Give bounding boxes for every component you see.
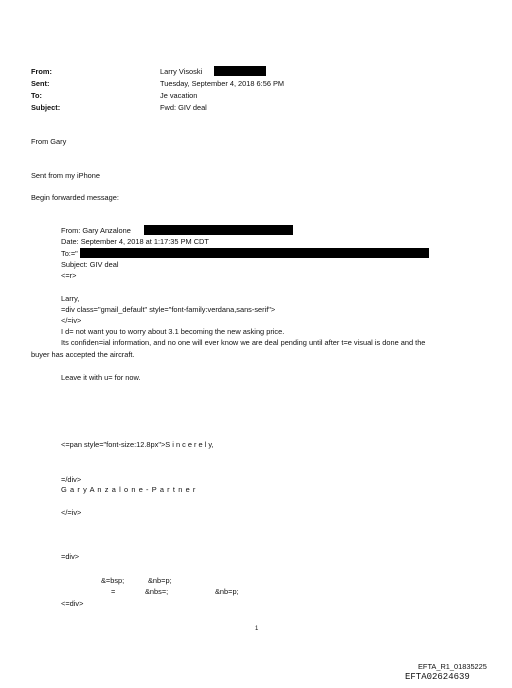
from-label: From:: [31, 67, 52, 76]
redaction-bar: [80, 248, 429, 258]
paragraph-1: I d= not want you to worry about 3.1 becoming the new asking price.: [61, 327, 285, 336]
reference-id-1: EFTA_R1_01835225: [418, 662, 487, 671]
sent-value: Tuesday, September 4, 2018 6:56 PM: [160, 79, 285, 88]
div-open-line-2: =div>: [61, 552, 80, 561]
page-number: 1: [255, 626, 259, 632]
subject-label: Subject:: [31, 103, 61, 112]
nbsp-entity-3: &nbs=;: [145, 587, 169, 596]
div-open-line: =div class="gmail_default" style="font-family:verdana,sans-serif">: [61, 305, 276, 314]
paragraph-2-line-2: buyer has accepted the aircraft.: [31, 350, 135, 359]
forwarded-subject-line: Subject: GIV deal: [61, 260, 119, 269]
nbsp-entity-4: &nb=p;: [215, 587, 239, 596]
redaction-bar: [144, 225, 293, 235]
from-value: Larry Visoski: [160, 67, 203, 76]
forwarded-br-line: <=r>: [61, 271, 77, 280]
div-close-line: </=iv>: [61, 316, 82, 325]
nbsp-entity-2: &nb=p;: [148, 576, 172, 585]
div-close-line-2: </=iv>: [61, 508, 82, 517]
subject-value: Fwd: GIV deal: [160, 103, 207, 112]
greeting: Larry,: [61, 294, 80, 303]
reference-id-2: EFTA02624639: [405, 672, 470, 682]
to-label: To:: [31, 91, 42, 100]
body-line-begin-forwarded: Begin forwarded message:: [31, 193, 119, 202]
body-line-from-gary: From Gary: [31, 137, 67, 146]
paragraph-3: Leave it with u= for now.: [61, 373, 141, 382]
redaction-bar: [214, 66, 266, 76]
sent-label: Sent:: [31, 79, 50, 88]
div-close-line-3: <=div>: [61, 599, 84, 608]
body-line-sent-from-iphone: Sent from my iPhone: [31, 171, 101, 180]
paragraph-2-line-1: Its confiden=ial information, and no one will ever know we are deal pending until after t=e visual is done and the: [61, 338, 426, 347]
to-value: Je vacation: [160, 91, 198, 100]
div-end-line: =/div>: [61, 475, 82, 484]
forwarded-from-line: From: Gary Anzalone: [61, 226, 131, 235]
signature-line: G a r y A n z a l o n e - P a r t n e r: [61, 485, 196, 494]
nbsp-entity-1: &=bsp;: [101, 576, 125, 585]
forwarded-date-line: Date: September 4, 2018 at 1:17:35 PM CDT: [61, 237, 209, 246]
forwarded-to-line: To:=": [61, 249, 78, 258]
nbsp-equals: =: [111, 587, 116, 596]
span-line: <=pan style="font-size:12.8px">S i n c e r e l y,: [61, 440, 214, 449]
